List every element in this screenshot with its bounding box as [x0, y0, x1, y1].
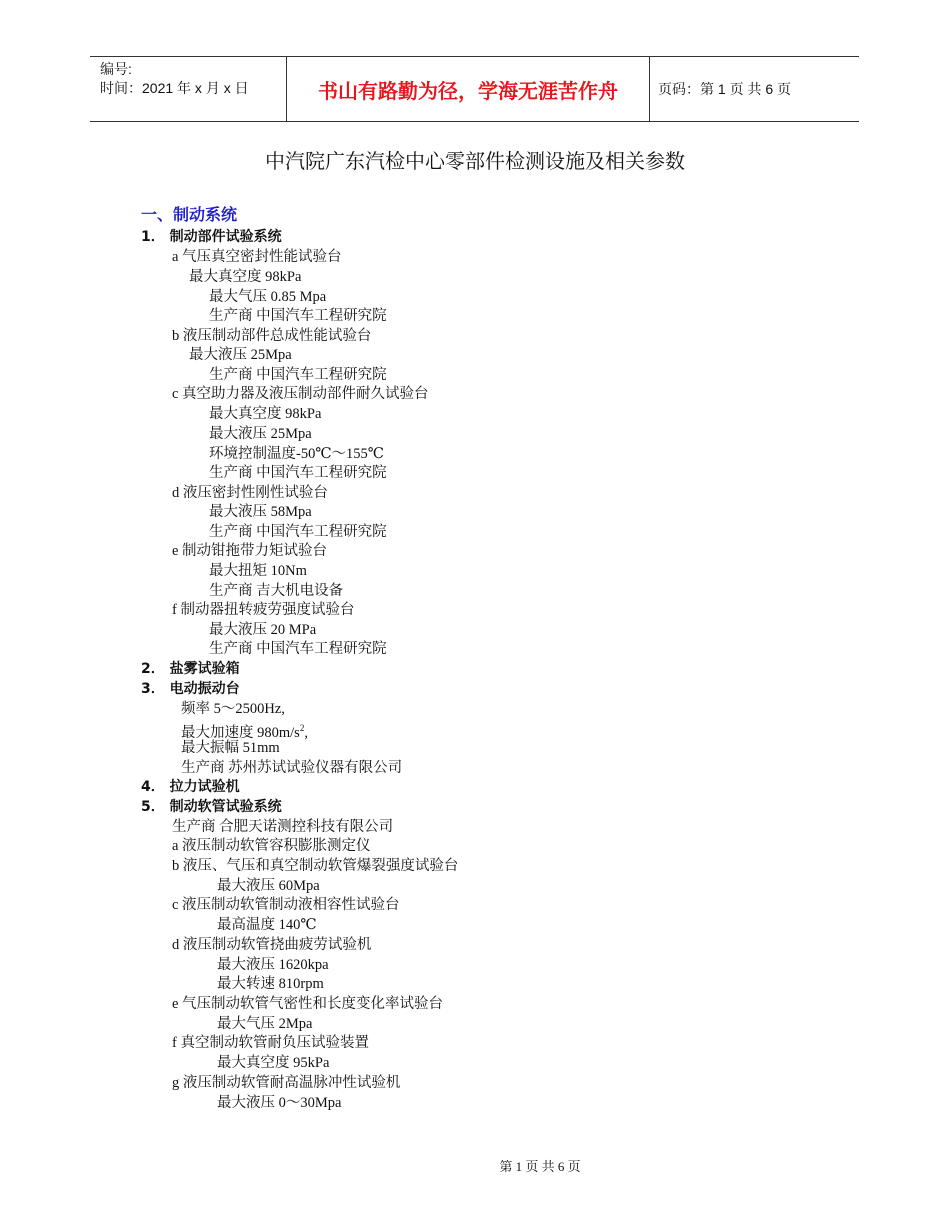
sub-item: f 制动器扭转疲劳强度试验台: [172, 602, 355, 618]
param-line: 最大转速 810rpm: [217, 976, 324, 992]
page-footer: 第 1 页 共 6 页: [499, 1159, 581, 1174]
param-line: 最大液压 58Mpa: [209, 504, 312, 520]
accel-text: 最大加速度 980m/s: [181, 724, 300, 741]
number-label: 编号:: [100, 61, 132, 77]
header-table: [90, 56, 859, 122]
param-line: 最大振幅 51mm: [181, 740, 280, 756]
param-line: 最高温度 140℃: [217, 917, 317, 933]
sub-item: a 液压制动软管容积膨胀测定仪: [172, 838, 371, 854]
sub-item: b 液压制动部件总成性能试验台: [172, 328, 372, 344]
item-heading: 5． 制动软管试验系统: [141, 799, 282, 815]
param-line: 最大液压 25Mpa: [189, 347, 292, 363]
superscript-2: 2: [299, 723, 305, 733]
param-line: 生产商 中国汽车工程研究院: [209, 308, 387, 324]
sub-item: d 液压制动软管挠曲疲劳试验机: [172, 937, 372, 953]
item-heading: 2． 盐雾试验箱: [141, 661, 240, 677]
sub-item: a 气压真空密封性能试验台: [172, 249, 342, 265]
item-heading: 1． 制动部件试验系统: [141, 229, 282, 245]
param-line: 最大液压 0～30Mpa: [217, 1095, 342, 1111]
sub-item: e 制动钳拖带力矩试验台: [172, 543, 328, 559]
header-left-cell: [90, 57, 286, 121]
param-line: 生产商 中国汽车工程研究院: [209, 465, 387, 481]
time-label: 时间：2021 年 x 月 x 日: [100, 80, 249, 96]
param-line: 生产商 中国汽车工程研究院: [209, 524, 387, 540]
accel-comma: ,: [304, 724, 308, 741]
sub-item: c 真空助力器及液压制动部件耐久试验台: [172, 386, 429, 402]
param-line: 最大液压 60Mpa: [217, 878, 320, 894]
param-line: 最大真空度 98kPa: [209, 406, 322, 422]
param-line: 生产商 吉大机电设备: [209, 583, 344, 599]
param-line: 生产商 中国汽车工程研究院: [209, 641, 387, 657]
section-heading-brake: 一、制动系统: [141, 205, 238, 224]
param-line: 最大气压 2Mpa: [217, 1016, 313, 1032]
param-line: 最大真空度 98kPa: [189, 269, 302, 285]
header-page-info: 页码：第 1 页 共 6 页: [658, 81, 792, 97]
param-line: 环境控制温度-50℃～155℃: [209, 446, 385, 462]
param-line: 生产商 合肥天诺测控科技有限公司: [172, 819, 394, 835]
sub-item: b 液压、气压和真空制动软管爆裂强度试验台: [172, 858, 459, 874]
param-line: 最大液压 1620kpa: [217, 957, 329, 973]
header-motto: 书山有路勤为径，学海无涯苦作舟: [286, 57, 650, 121]
sub-item: c 液压制动软管制动液相容性试验台: [172, 897, 400, 913]
sub-item: g 液压制动软管耐高温脉冲性试验机: [172, 1075, 401, 1091]
sub-item: d 液压密封性刚性试验台: [172, 485, 328, 501]
param-line: 最大液压 20 MPa: [209, 622, 317, 638]
param-line: 最大扭矩 10Nm: [209, 563, 307, 579]
item-heading: 4． 拉力试验机: [141, 779, 240, 795]
item-heading: 3． 电动振动台: [141, 681, 240, 697]
param-line: 最大气压 0.85 Mpa: [209, 289, 327, 305]
sub-item: f 真空制动软管耐负压试验装置: [172, 1035, 369, 1051]
param-line: 生产商 中国汽车工程研究院: [209, 367, 387, 383]
document-title: 中汽院广东汽检中心零部件检测设施及相关参数: [265, 149, 685, 173]
param-line: 最大液压 25Mpa: [209, 426, 312, 442]
param-line: 频率 5～2500Hz,: [181, 701, 285, 717]
param-line: 生产商 苏州苏试试验仪器有限公司: [181, 760, 403, 776]
sub-item: e 气压制动软管气密性和长度变化率试验台: [172, 996, 444, 1012]
param-line: 最大真空度 95kPa: [217, 1055, 330, 1071]
